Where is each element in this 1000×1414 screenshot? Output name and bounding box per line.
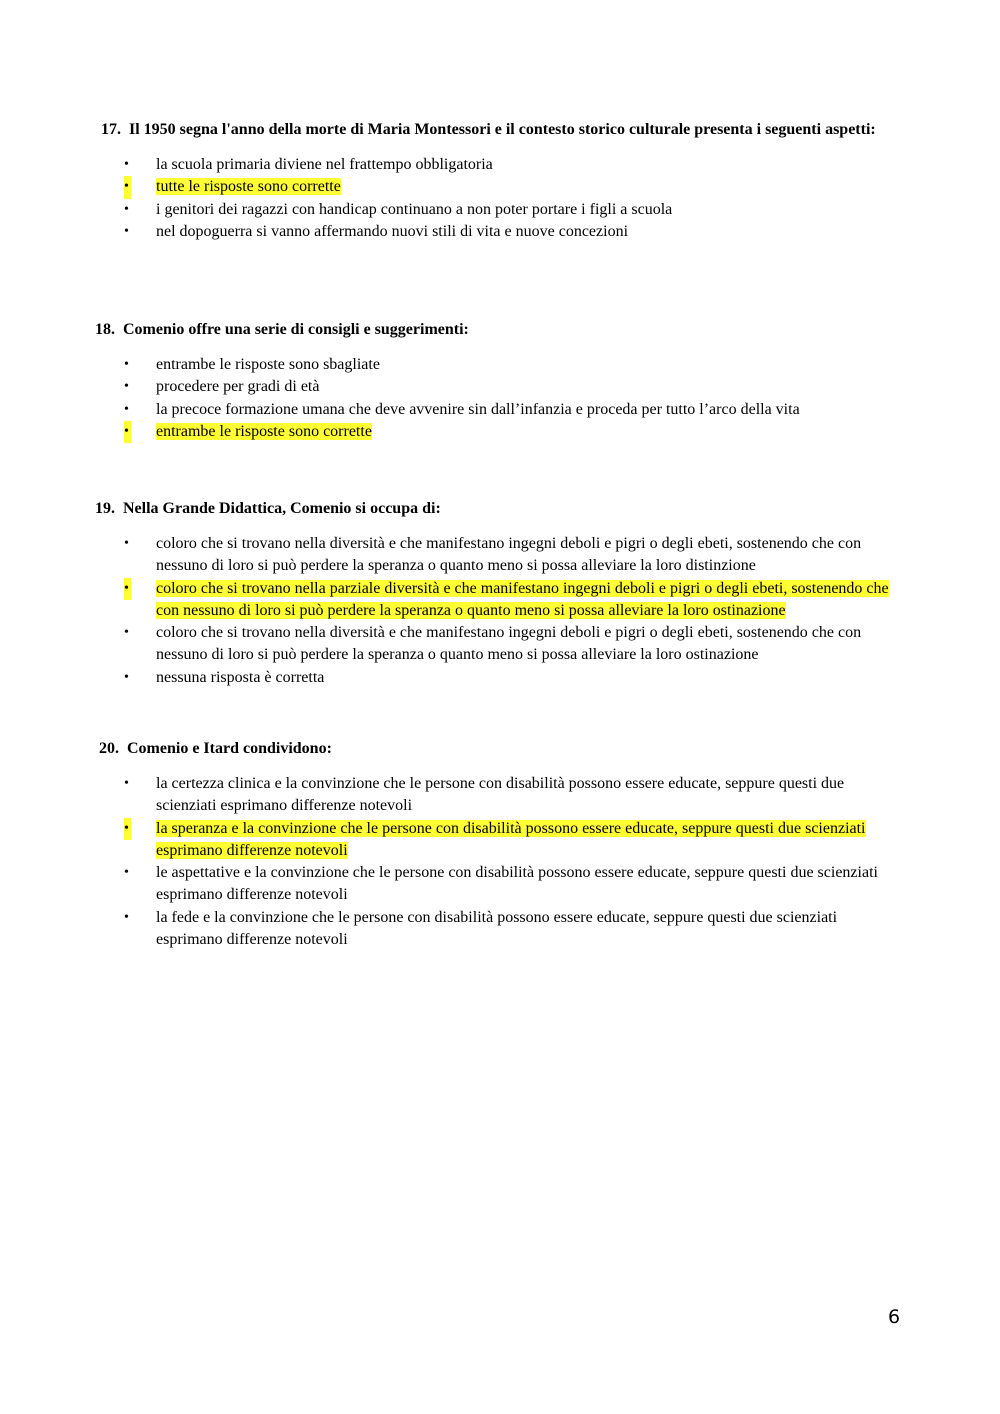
question-text: Nella Grande Didattica, Comenio si occupa di: — [123, 500, 441, 517]
page-number: 6 — [888, 1306, 901, 1328]
answer-item — [95, 221, 901, 243]
answer-item — [95, 399, 901, 421]
bullet-icon: • — [124, 909, 129, 925]
bullet-icon: • — [124, 536, 129, 551]
question-text: Comenio offre una serie di consigli e suggerimenti: — [123, 321, 469, 338]
answer-text: nessuna risposta è corretta — [156, 668, 325, 686]
bullet-icon: • — [124, 379, 129, 395]
question-20 — [95, 738, 895, 951]
bullet-icon: • — [124, 865, 129, 881]
answer-text: entrambe le risposte sono corrette — [156, 422, 372, 440]
bullet-icon: • — [124, 176, 131, 198]
answer-item-highlighted — [95, 578, 901, 623]
bullet-icon: • — [124, 818, 131, 840]
answer-text: i genitori dei ragazzi con handicap continuano a non poter portare i figli a scuola — [156, 200, 673, 218]
answer-item-highlighted — [95, 818, 901, 863]
answer-text: procedere per gradi di età — [156, 378, 320, 396]
answer-text: la precoce formazione umana che deve avvenire sin dall’infanzia e proceda per tutto l’arco della vita — [156, 400, 800, 418]
answer-item — [95, 376, 901, 398]
question-title — [95, 498, 895, 520]
bullet-icon: • — [124, 669, 129, 685]
answer-item — [95, 907, 901, 952]
answer-item — [95, 622, 901, 667]
bullet-icon: • — [124, 776, 129, 791]
question-text: Il 1950 segna l'anno della morte di Maria Montessori e il contesto storico culturale presenta i seguenti aspetti: — [129, 121, 876, 138]
answer-item-highlighted — [95, 421, 901, 443]
question-number: 20. — [99, 740, 119, 757]
bullet-icon: • — [124, 421, 131, 443]
answer-item — [95, 667, 901, 689]
question-title — [95, 738, 895, 760]
answer-list — [95, 773, 895, 951]
question-text: Comenio e Itard condividono: — [127, 740, 332, 757]
answer-text: tutte le risposte sono corrette — [156, 178, 341, 196]
question-number: 18. — [95, 321, 115, 338]
answer-list — [95, 533, 895, 689]
answer-item — [95, 199, 901, 221]
bullet-icon: • — [124, 578, 131, 600]
answer-item — [95, 773, 901, 818]
question-17 — [95, 119, 895, 243]
answer-text: la fede e la convinzione che le persone con disabilità possono essere educate, seppure questi due scienziati esprimano differenze notevoli — [156, 908, 838, 949]
bullet-icon: • — [124, 201, 129, 217]
question-title — [95, 319, 895, 341]
bullet-icon: • — [124, 157, 129, 172]
question-19 — [95, 498, 895, 689]
bullet-icon: • — [124, 223, 129, 239]
answer-text: coloro che si trovano nella parziale diversità e che manifestano ingegni deboli e pigri o degli ebeti, sostenendo che con nessuno di loro si può perdere la speranza o quanto meno si possa alleviare la loro ostinazione — [156, 579, 889, 619]
answer-text: la certezza clinica e la convinzione che le persone con disabilità possono essere educate, seppure questi due scienziati esprimano differenze notevoli — [156, 775, 845, 815]
bullet-icon: • — [124, 357, 129, 372]
answer-text: nel dopoguerra si vanno affermando nuovi stili di vita e nuove concezioni — [156, 222, 629, 240]
answer-item — [95, 862, 901, 907]
answer-list — [95, 154, 895, 243]
answer-text: la scuola primaria diviene nel frattempo obbligatoria — [156, 156, 493, 173]
answer-item — [95, 154, 901, 176]
question-number: 19. — [95, 500, 115, 517]
question-18 — [95, 319, 895, 443]
answer-text: coloro che si trovano nella diversità e che manifestano ingegni deboli e pigri o degli ebeti, sostenendo che con nessuno di loro si può perdere la speranza o quanto meno si possa alleviare la loro distinzione — [156, 535, 862, 575]
answer-item — [95, 533, 901, 578]
answer-item-highlighted — [95, 176, 901, 198]
answer-text: la speranza e la convinzione che le persone con disabilità possono essere educate, seppure questi due scienziati esprimano differenze notevoli — [156, 819, 866, 859]
bullet-icon: • — [124, 401, 129, 417]
answer-list — [95, 354, 895, 443]
bullet-icon: • — [124, 625, 129, 641]
answer-item — [95, 354, 901, 376]
question-title — [95, 119, 895, 141]
answer-text: le aspettative e la convinzione che le persone con disabilità possono essere educate, seppure questi due scienziati esprimano differenze notevoli — [156, 864, 878, 904]
answer-text: coloro che si trovano nella diversità e che manifestano ingegni deboli e pigri o degli ebeti, sostenendo che con nessuno di loro si può perdere la speranza o quanto meno si possa alleviare la loro ostinazione — [156, 624, 862, 664]
answer-text: entrambe le risposte sono sbagliate — [156, 356, 380, 373]
question-number: 17. — [101, 121, 121, 138]
